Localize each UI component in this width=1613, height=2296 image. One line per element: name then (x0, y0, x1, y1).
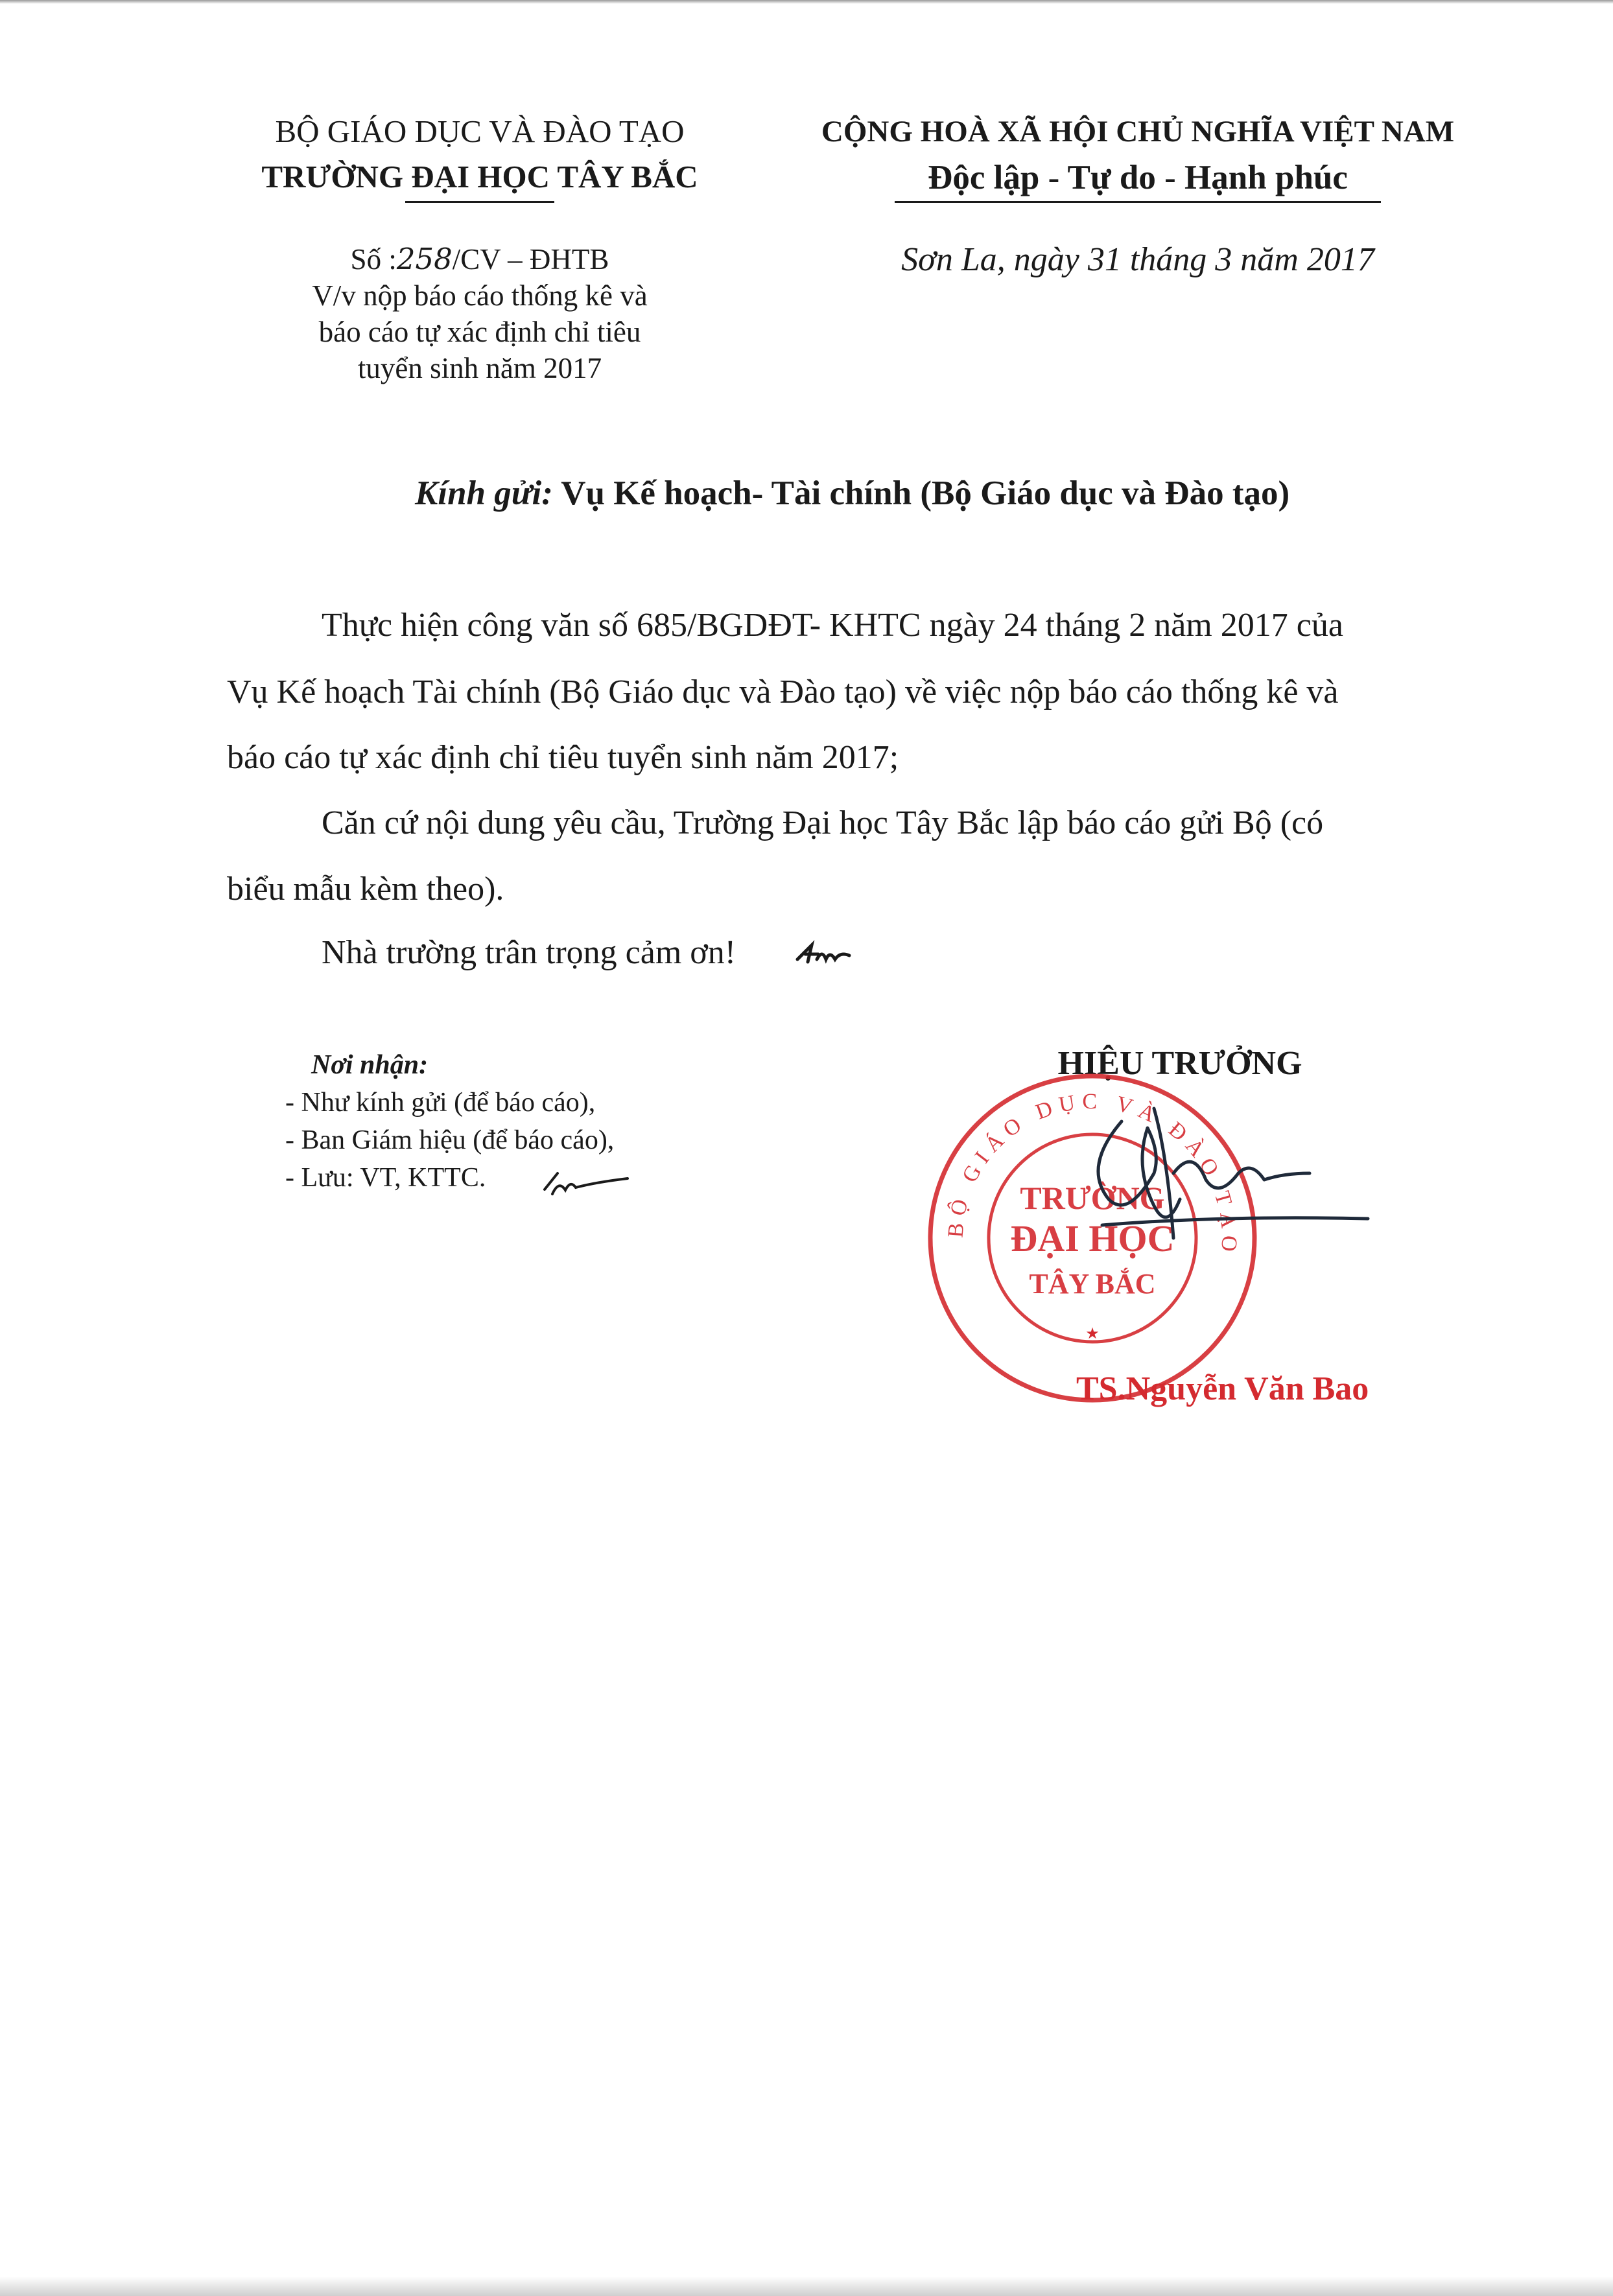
salutation-label: Kính gửi: (415, 474, 553, 512)
republic-name: CỘNG HOÀ XÃ HỘI CHỦ NGHĨA VIỆT NAM (821, 115, 1455, 148)
body-paragraph-2-line-1: Căn cứ nội dung yêu cầu, Trường Đại học Tây Bắc lập báo cáo gửi Bộ (có (322, 804, 1324, 841)
seal-line-3: TÂY BẮC (1029, 1268, 1156, 1300)
header-right (771, 109, 1504, 203)
document-number-block (214, 241, 746, 386)
recipient-item: - Như kính gửi (để báo cáo), (285, 1088, 596, 1118)
header-left (214, 109, 746, 203)
body-paragraph-3: Nhà trường trân trọng cảm ơn! (322, 934, 736, 971)
signatory-name: TS.Nguyễn Văn Bao (1076, 1370, 1369, 1407)
motto-underline (895, 201, 1381, 203)
seal-outer-text: BỘ GIÁO DỤC VÀ ĐÀO TẠO (943, 1089, 1242, 1259)
body-paragraph-1-line-1: Thực hiện công văn số 685/BGDĐT- KHTC ngày 24 tháng 2 năm 2017 của (322, 607, 1343, 644)
page-top-edge (0, 0, 1613, 4)
document-number-handwritten: 258 (396, 242, 453, 276)
document-number-prefix: Số : (350, 243, 397, 275)
document-number-suffix: /CV – ĐHTB (452, 243, 609, 275)
seal-star-icon: ★ (1085, 1326, 1100, 1342)
subject-line: V/v nộp báo cáo thống kê và (312, 279, 648, 312)
document-number (214, 241, 746, 277)
header-left-underline (405, 201, 554, 203)
recipient-item: - Lưu: VT, KTTC. (285, 1163, 486, 1193)
university-name: TRƯỜNG ĐẠI HỌC TÂY BẮC (261, 159, 698, 194)
handwritten-initial-mark (792, 933, 857, 972)
seal-line-2: ĐẠI HỌC (1010, 1217, 1175, 1259)
salutation (415, 471, 1289, 516)
recipient-item: - Ban Giám hiệu (để báo cáo), (285, 1125, 615, 1155)
body-paragraph-2-line-2: biểu mẫu kèm theo). (227, 871, 504, 908)
ministry-name: BỘ GIÁO DỤC VÀ ĐÀO TẠO (275, 113, 685, 149)
subject-line: tuyển sinh năm 2017 (357, 352, 602, 384)
recipients-title: Nơi nhận: (311, 1050, 429, 1080)
subject-line: báo cáo tự xác định chỉ tiêu (318, 316, 641, 348)
document-date: Sơn La, ngày 31 tháng 3 năm 2017 (901, 241, 1374, 278)
national-motto: Độc lập - Tự do - Hạnh phúc (928, 159, 1348, 196)
salutation-recipient: Vụ Kế hoạch- Tài chính (Bộ Giáo dục và Đào tạo) (552, 474, 1290, 512)
handwritten-signature (1024, 1095, 1374, 1264)
handwritten-initial-mark (538, 1160, 629, 1206)
seal-line-1: TRƯỜNG (1020, 1180, 1165, 1216)
body-paragraph-1-line-3: báo cáo tự xác định chỉ tiêu tuyển sinh năm 2017; (227, 739, 899, 776)
signature-title: HIỆU TRƯỞNG (1057, 1045, 1302, 1082)
body-paragraph-1-line-2: Vụ Kế hoạch Tài chính (Bộ Giáo dục và Đào tạo) về việc nộp báo cáo thống kê và (227, 674, 1339, 710)
page-bottom-edge (0, 2277, 1613, 2296)
